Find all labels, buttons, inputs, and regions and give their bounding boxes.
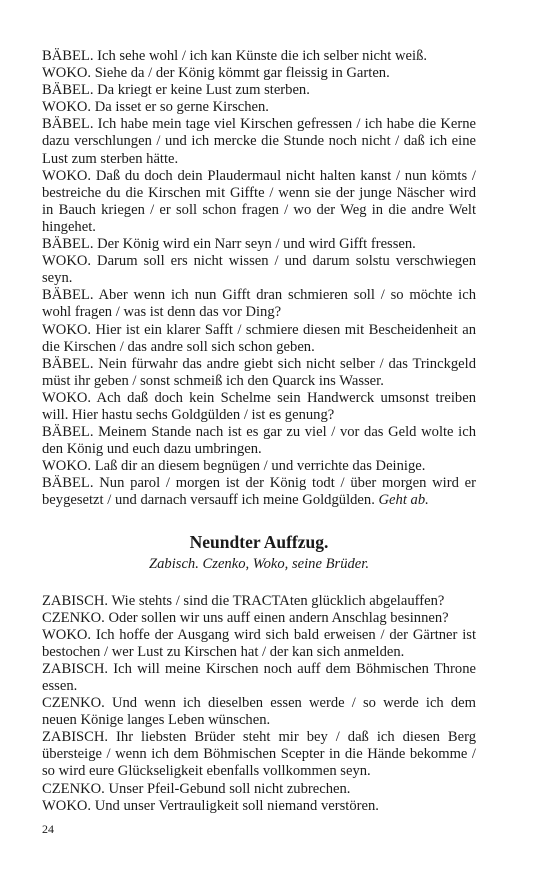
page-number: 24 — [42, 822, 54, 836]
dialogue-line-last — [42, 475, 476, 509]
dialogue-line: BÄBEL. Da kriegt er keine Lust zum sterben. — [42, 82, 310, 99]
dialogue-line: ZABISCH. Ich will meine Kirschen noch auff dem Böhmischen Throne essen. — [42, 660, 476, 694]
dialogue-line: WOKO. Hier ist ein klarer Safft / schmiere diesen mit Bescheidenheit an die Kirschen / das andre soll sich schon geben. — [42, 321, 476, 355]
dialogue-line: BÄBEL. Nein fürwahr das andre giebt sich nicht selber / das Trinckgeld müst ihr geben / sonst schmeiß ich den Quarck ins Wasser. — [42, 355, 476, 389]
dialogue-text: BÄBEL. Nun parol / morgen ist der König todt / über morgen wird er beygesetzt / und darnach versauff ich meine Goldgülden. — [42, 475, 476, 509]
dialogue-line: WOKO. Da isset er so gerne Kirschen. — [42, 99, 269, 116]
stage-direction: Geht ab. — [378, 492, 429, 509]
dialogue-line: CZENKO. Oder sollen wir uns auff einen andern Anschlag besinnen? — [42, 609, 449, 626]
dialogue-line: WOKO. Und unser Vertrauligkeit soll niemand verstören. — [42, 797, 379, 814]
dialogue-line: BÄBEL. Aber wenn ich nun Gifft dran schmieren soll / so möchte ich wohl fragen / was ist denn das vor Ding? — [42, 287, 476, 321]
dialogue-section-1 — [42, 48, 476, 510]
dialogue-line: WOKO. Darum soll ers nicht wissen / und darum solstu verschwiegen seyn. — [42, 253, 476, 287]
dialogue-line: WOKO. Laß dir an diesem begnügen / und verrichte das Deinige. — [42, 458, 426, 475]
dialogue-line: BÄBEL. Meinem Stande nach ist es gar zu viel / vor das Geld wolte ich den König und euch dazu umbringen. — [42, 424, 476, 458]
scene-title: Neundter Auffzug. — [189, 531, 329, 552]
dialogue-line: CZENKO. Und wenn ich dieselben essen werde / so werde ich dem neuen Könige langes Leben wünschen. — [42, 695, 476, 729]
dialogue-line: ZABISCH. Wie stehts / sind die TRACTAten glücklich abgelauffen? — [42, 592, 445, 609]
dialogue-line: CZENKO. Unser Pfeil-Gebund soll nicht zubrechen. — [42, 780, 351, 797]
dialogue-line: WOKO. Siehe da / der König kömmt gar fleissig in Garten. — [42, 65, 390, 82]
dialogue-section-2 — [42, 593, 476, 815]
dialogue-line: BÄBEL. Ich habe mein tage viel Kirschen gefressen / ich habe die Kerne dazu verschlungen / und ich mercke die Stunde noch nicht / daß ich eine Lust zum sterben hätte. — [42, 116, 476, 167]
page-body — [42, 48, 476, 815]
dialogue-line: WOKO. Ich hoffe der Ausgang wird sich bald erweisen / der Gärtner ist bestochen / wer Lust zu Kirschen hat / der kan sich anmelden. — [42, 626, 476, 660]
dialogue-line: BÄBEL. Der König wird ein Narr seyn / und wird Gifft fressen. — [42, 236, 416, 253]
dialogue-line: WOKO. Daß du doch dein Plaudermaul nicht halten kanst / nun kömts / bestreiche du die Kirschen mit Giffte / wenn sie der junge Näscher wird in Bauch kriegen / er soll schon fragen / wo der Weg in die andre Welt hingehet. — [42, 167, 476, 235]
dialogue-line: BÄBEL. Ich sehe wohl / ich kan Künste die ich selber nicht weiß. — [42, 48, 428, 64]
scene-persons: Zabisch. Czenko, Woko, seine Brüder. — [149, 555, 369, 572]
dialogue-line: ZABISCH. Ihr liebsten Brüder steht mir bey / daß ich diesen Berg übersteige / wenn ich dem Böhmischen Scepter in die Hände bekomme / so wird eure Glückseligkeit ebenfalls vollkommen seyn. — [42, 729, 476, 780]
dialogue-line: WOKO. Ach daß doch kein Schelme sein Handwerck umsonst treiben will. Hier hastu sechs Goldgülden / ist es genung? — [42, 389, 476, 423]
